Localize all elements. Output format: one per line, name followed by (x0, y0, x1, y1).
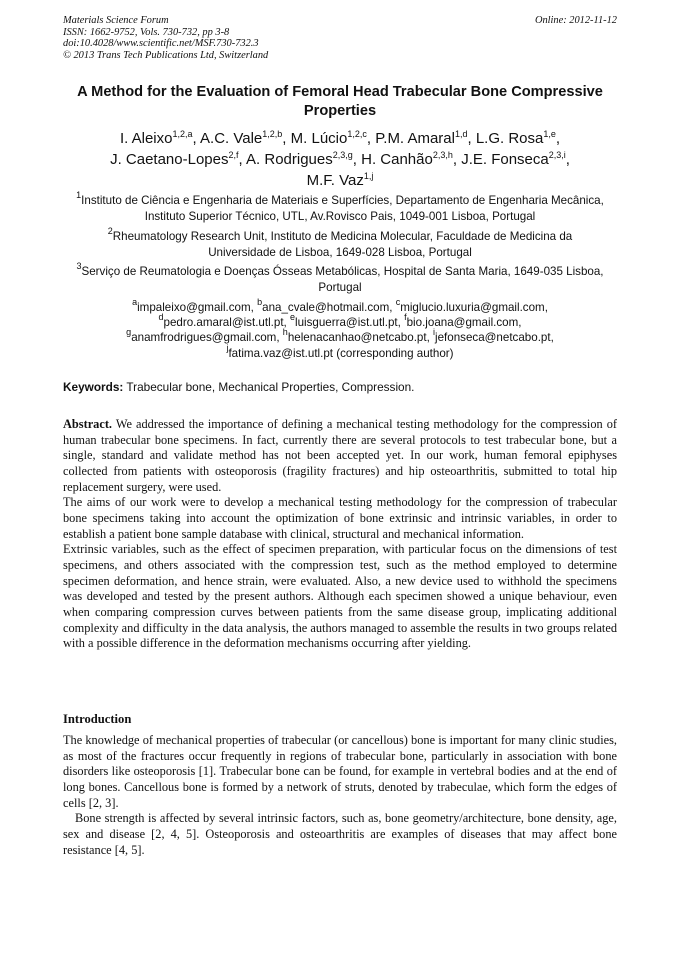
email: $^d$pedro.amaral@ist.utl.pt, (158, 312, 290, 330)
doi-line: doi:10.4028/www.scientific.net/MSF.730-732.3 (63, 38, 259, 50)
abstract-label: Abstract. (63, 417, 113, 431)
paper-title: A Method for the Evaluation of Femoral Head Trabecular Bone Compressive Properties (77, 84, 603, 119)
email: $^e$luisguerra@ist.utl.pt, (290, 312, 405, 330)
abstract-paragraph: Abstract. We addressed the importance of defining a mechanical testing methodology for the compression of human trabecular bone specimens. In fact, currently there are several protocols to test trabecular bone, but a single, standard and validate method has not been accepted yet. In our work, human femoral epiphyses collected from patients with osteoporosis (fragility fractures) and hip osteoarthritis, submitted to total hip replacement surgery, were used. (63, 417, 617, 494)
author: M. Lúcio$^{1,2,c}$, (290, 129, 376, 147)
online-date: Online: 2012-11-12 (534, 15, 617, 26)
abstract (63, 417, 617, 652)
author-list (63, 128, 617, 191)
author: P.M. Amaral$^{1,d}$, (375, 129, 476, 147)
author: I. Aleixo$^{1,2,a}$, (119, 129, 201, 147)
author: J.E. Fonseca$^{2,3,i}$, (461, 150, 570, 168)
section-heading: Introduction (63, 712, 132, 726)
affiliation-2: $^2$Rheumatology Research Unit, Instituto de Medicina Molecular, Faculdade de Medicina da Universidade de Lisboa, 1649-028 Lisboa, Portugal (107, 226, 573, 259)
email: $^a$impaleixo@gmail.com, (132, 297, 258, 314)
keywords-label: Keywords: (63, 380, 124, 394)
author: J. Caetano-Lopes$^{2,f}$, (110, 150, 247, 168)
author: A.C. Vale$^{1,2,b}$, (200, 129, 291, 147)
abstract-paragraph: Extrinsic variables, such as the effect of specimen preparation, with particular focus on the dimensions of test specimens, and others associated with the compression test, such as the method employed to determine specimen deformation, and hence strain, were evaluated. Also, a new device used to withhold the specimens was developed and tested by the present authors. Although each specimen showed a unique behaviour, even when comparing compression curves between patients from the same disease group, implicating additional complexity and difficulty in the data analysis, the authors managed to assemble the results in two groups related with a possible difference in the deformation mechanisms occurring after yielding. (63, 542, 617, 651)
email: $^b$ana_cvale@hotmail.com, (257, 297, 396, 314)
issn-line: ISSN: 1662-9752, Vols. 730-732, pp 3-8 (63, 26, 230, 38)
email: $^i$jefonseca@netcabo.pt, (433, 327, 554, 345)
author: M.F. Vaz$^{1,j}$ (306, 171, 374, 189)
author: H. Canhão$^{2,3,h}$, (361, 150, 462, 168)
email: $^g$anamfrodrigues@gmail.com, (126, 327, 283, 345)
journal-header (63, 15, 617, 61)
body-paragraph: Bone strength is affected by several intrinsic factors, such as, bone geometry/architecture, bone density, age, sex and disease [2, 4, 5]. Osteoporosis and osteoarthritis are examples of diseases that may affect bone resistance [4, 5]. (63, 811, 617, 857)
introduction-body (63, 733, 617, 858)
email: $^j$fatima.vaz@ist.utl.pt (corresponding author) (226, 342, 454, 360)
email: $^h$helenacanhao@netcabo.pt, (282, 327, 434, 345)
email: $^f$bio.joana@gmail.com, (404, 312, 522, 330)
keywords-text: Trabecular bone, Mechanical Properties, Compression. (126, 380, 415, 394)
journal-info (63, 15, 617, 61)
email: $^c$miglucio.luxuria@gmail.com, (395, 297, 548, 314)
keywords (63, 380, 617, 395)
abstract-paragraph: The aims of our work were to develop a mechanical testing methodology for the compression of trabecular bone specimens taking into account the optimization of bone extrinsic and intrinsic variables, in order to establish a patient bone sample database with clinical, structural and mechanical information. (63, 495, 617, 541)
author: L.G. Rosa$^{1,e}$, (475, 129, 561, 147)
author: A. Rodrigues$^{2,3,g}$, (246, 150, 362, 168)
email-list (76, 297, 604, 361)
body-paragraph: The knowledge of mechanical properties of trabecular (or cancellous) bone is important for many clinic studies, as most of the fractures occur frequently in regions of trabecular bone, particularly in association with bone disorders like osteoporosis [1]. Trabecular bone can be found, for example in vertebral bodies and at the end of long bones. Cancellous bone is formed by a network of struts, denoted by trabeculae, which form the edges of cells [2, 3]. (63, 733, 617, 810)
affiliation-1: $^1$Instituto de Ciência e Engenharia de Materiais e Superfícies, Departamento de Engenharia Mecânica, Instituto Superior Técnico, UTL, Av.Rovisco Pais, 1049-001 Lisboa, Portugal (76, 190, 604, 223)
copyright-line: © 2013 Trans Tech Publications Ltd, Switzerland (63, 49, 269, 61)
affiliation-3: $^3$Serviço de Reumatologia e Doenças Ósseas Metabólicas, Hospital de Santa Maria, 1649-035 Lisboa, Portugal (76, 261, 604, 294)
journal-name: Materials Science Forum (63, 15, 169, 26)
